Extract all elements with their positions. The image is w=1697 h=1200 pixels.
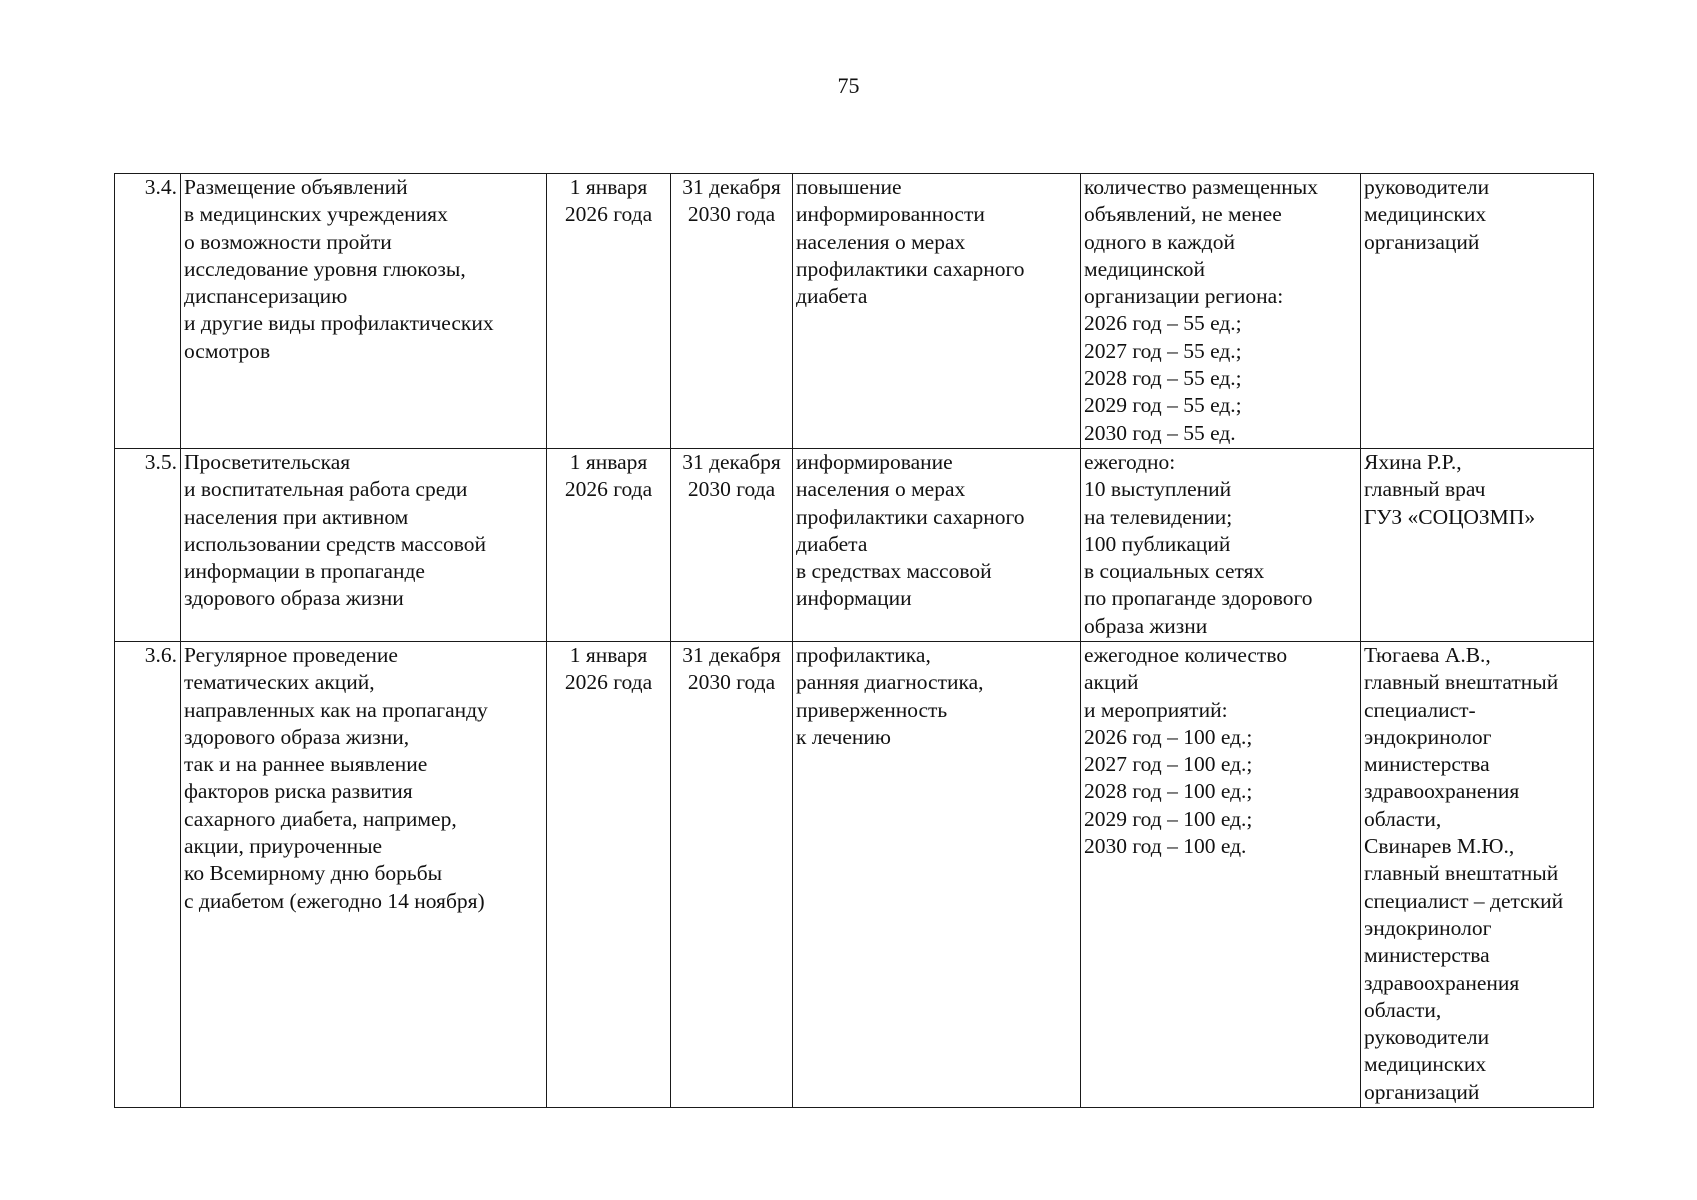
indicator-cell: ежегодно: 10 выступлений на телевидении; 100 публикаций в социальных сетях по пропаганде здорового образа жизни bbox=[1081, 449, 1361, 642]
responsible-cell: Тюгаева А.В., главный внештатный специалист- эндокринолог министерства здравоохранения области, Свинарев М.Ю., главный внештатный специалист – детский эндокринолог министерства здравоохранения области, руководители медицинских организаций bbox=[1361, 642, 1594, 1108]
table-row bbox=[115, 174, 1594, 449]
item-number: 3.5. bbox=[115, 449, 181, 642]
responsible-cell: руководители медицинских организаций bbox=[1361, 174, 1594, 449]
indicator-cell: ежегодное количество акций и мероприятий: 2026 год – 100 ед.; 2027 год – 100 ед.; 2028 год – 100 ед.; 2029 год – 100 ед.; 2030 год – 100 ед. bbox=[1081, 642, 1361, 1108]
end-date-cell: 31 декабря 2030 года bbox=[671, 449, 793, 642]
responsible-cell: Яхина Р.Р., главный врач ГУЗ «СОЦОЗМП» bbox=[1361, 449, 1594, 642]
item-number: 3.4. bbox=[115, 174, 181, 449]
indicator-cell: количество размещенных объявлений, не менее одного в каждой медицинской организации региона: 2026 год – 55 ед.; 2027 год – 55 ед.; 2028 год – 55 ед.; 2029 год – 55 ед.; 2030 год – 55 ед. bbox=[1081, 174, 1361, 449]
action-plan-table bbox=[114, 173, 1594, 1108]
end-date-cell: 31 декабря 2030 года bbox=[671, 174, 793, 449]
start-date-cell: 1 января 2026 года bbox=[547, 174, 671, 449]
activity-cell: Просветительская и воспитательная работа среди населения при активном использовании средств массовой информации в пропаганде здорового образа жизни bbox=[181, 449, 547, 642]
activity-cell: Регулярное проведение тематических акций, направленных как на пропаганду здорового образа жизни, так и на раннее выявление факторов риска развития сахарного диабета, например, акции, приуроченные ко Всемирному дню борьбы с диабетом (ежегодно 14 ноября) bbox=[181, 642, 547, 1108]
expected-result-cell: повышение информированности населения о мерах профилактики сахарного диабета bbox=[793, 174, 1081, 449]
table-row bbox=[115, 449, 1594, 642]
expected-result-cell: информирование населения о мерах профилактики сахарного диабета в средствах массовой информации bbox=[793, 449, 1081, 642]
activity-cell: Размещение объявлений в медицинских учреждениях о возможности пройти исследование уровня глюкозы, диспансеризацию и другие виды профилактических осмотров bbox=[181, 174, 547, 449]
start-date-cell: 1 января 2026 года bbox=[547, 449, 671, 642]
table-row bbox=[115, 642, 1594, 1108]
start-date-cell: 1 января 2026 года bbox=[547, 642, 671, 1108]
end-date-cell: 31 декабря 2030 года bbox=[671, 642, 793, 1108]
page-number: 75 bbox=[837, 73, 860, 98]
expected-result-cell: профилактика, ранняя диагностика, приверженность к лечению bbox=[793, 642, 1081, 1108]
item-number: 3.6. bbox=[115, 642, 181, 1108]
